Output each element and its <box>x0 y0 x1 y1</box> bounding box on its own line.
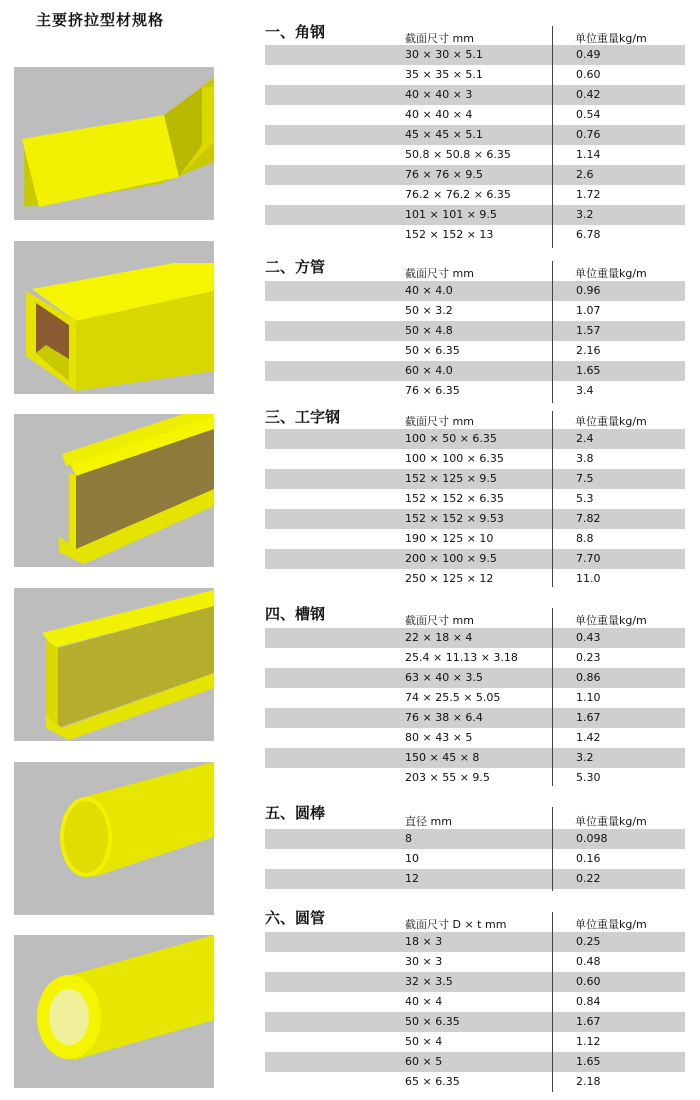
col-header-weight: 单位重量kg/m <box>575 267 647 280</box>
column-divider <box>552 912 553 1092</box>
cell-weight: 0.96 <box>576 284 601 297</box>
round-tube-profile-icon <box>14 935 214 1088</box>
cell-weight: 3.4 <box>576 384 594 397</box>
section-round-rod <box>265 805 685 893</box>
table-row <box>265 648 685 668</box>
cell-size: 76 × 6.35 <box>405 384 460 397</box>
table-row <box>265 1032 685 1052</box>
section-title: 三、工字钢 <box>265 408 341 426</box>
table-row <box>265 569 685 589</box>
cell-weight: 2.18 <box>576 1075 601 1088</box>
cell-weight: 0.86 <box>576 671 601 684</box>
cell-weight: 0.60 <box>576 68 601 81</box>
cell-size: 30 × 3 <box>405 955 443 968</box>
cell-weight: 8.8 <box>576 532 594 545</box>
cell-size: 50 × 4 <box>405 1035 443 1048</box>
round-rod-profile-icon <box>14 762 214 915</box>
cell-size: 25.4 × 11.13 × 3.18 <box>405 651 518 664</box>
cell-weight: 2.4 <box>576 432 594 445</box>
column-divider <box>552 608 553 786</box>
col-header-weight: 单位重量kg/m <box>575 415 647 428</box>
i-beam-profile-icon <box>14 414 214 567</box>
col-header-weight: 单位重量kg/m <box>575 918 647 931</box>
cell-size: 50 × 6.35 <box>405 1015 460 1028</box>
cell-weight: 11.0 <box>576 572 601 585</box>
cell-size: 45 × 45 × 5.1 <box>405 128 483 141</box>
section-angle-steel <box>265 24 685 250</box>
i-beam-profile-image <box>14 414 214 567</box>
section-title: 六、圆管 <box>265 909 326 927</box>
col-header-size: 直径 mm <box>405 815 452 828</box>
cell-weight: 0.098 <box>576 832 608 845</box>
section-title: 四、槽钢 <box>265 605 326 623</box>
section-round-tube <box>265 910 685 1094</box>
cell-weight: 7.82 <box>576 512 601 525</box>
cell-size: 50.8 × 50.8 × 6.35 <box>405 148 511 161</box>
cell-size: 50 × 3.2 <box>405 304 453 317</box>
cell-size: 32 × 3.5 <box>405 975 453 988</box>
table-row <box>265 449 685 469</box>
section-title: 五、圆棒 <box>265 804 326 822</box>
table-row <box>265 708 685 728</box>
cell-size: 50 × 4.8 <box>405 324 453 337</box>
cell-size: 76 × 76 × 9.5 <box>405 168 483 181</box>
cell-weight: 1.65 <box>576 364 601 377</box>
col-header-weight: 单位重量kg/m <box>575 815 647 828</box>
table-row <box>265 105 685 125</box>
cell-size: 150 × 45 × 8 <box>405 751 480 764</box>
cell-weight: 1.10 <box>576 691 601 704</box>
cell-weight: 3.2 <box>576 751 594 764</box>
cell-size: 60 × 5 <box>405 1055 443 1068</box>
table-row <box>265 281 685 301</box>
table-row <box>265 529 685 549</box>
cell-weight: 1.12 <box>576 1035 601 1048</box>
cell-weight: 1.67 <box>576 1015 601 1028</box>
cell-size: 152 × 125 × 9.5 <box>405 472 497 485</box>
angle-steel-profile-icon <box>14 67 214 220</box>
column-divider <box>552 261 553 403</box>
table-row <box>265 225 685 245</box>
cell-weight: 0.25 <box>576 935 601 948</box>
table-row <box>265 469 685 489</box>
col-header-size: 截面尺寸 D × t mm <box>405 918 507 931</box>
col-header-size: 截面尺寸 mm <box>405 32 474 45</box>
table-row <box>265 205 685 225</box>
cell-size: 76.2 × 76.2 × 6.35 <box>405 188 511 201</box>
cell-size: 203 × 55 × 9.5 <box>405 771 490 784</box>
cell-weight: 3.2 <box>576 208 594 221</box>
column-divider <box>552 807 553 891</box>
cell-weight: 7.5 <box>576 472 594 485</box>
cell-size: 30 × 30 × 5.1 <box>405 48 483 61</box>
table-row <box>265 1012 685 1032</box>
cell-weight: 7.70 <box>576 552 601 565</box>
table-row <box>265 1072 685 1092</box>
section-square-tube <box>265 259 685 405</box>
cell-size: 40 × 40 × 4 <box>405 108 473 121</box>
cell-weight: 1.67 <box>576 711 601 724</box>
table-row <box>265 728 685 748</box>
cell-weight: 0.43 <box>576 631 601 644</box>
cell-weight: 0.49 <box>576 48 601 61</box>
cell-size: 8 <box>405 832 412 845</box>
cell-weight: 0.22 <box>576 872 601 885</box>
section-title: 一、角钢 <box>265 23 326 41</box>
cell-size: 60 × 4.0 <box>405 364 453 377</box>
section-title: 二、方管 <box>265 258 326 276</box>
col-header-size: 截面尺寸 mm <box>405 415 474 428</box>
table-row <box>265 849 685 869</box>
table-row <box>265 489 685 509</box>
channel-steel-profile-icon <box>14 588 214 741</box>
table-row <box>265 829 685 849</box>
cell-size: 76 × 38 × 6.4 <box>405 711 483 724</box>
column-divider <box>552 411 553 587</box>
cell-size: 152 × 152 × 6.35 <box>405 492 504 505</box>
col-header-weight: 单位重量kg/m <box>575 32 647 45</box>
table-row <box>265 165 685 185</box>
col-header-weight: 单位重量kg/m <box>575 614 647 627</box>
channel-profile-image <box>14 588 214 741</box>
table-row <box>265 509 685 529</box>
cell-size: 18 × 3 <box>405 935 443 948</box>
table-row <box>265 992 685 1012</box>
table-row <box>265 381 685 401</box>
table-row <box>265 768 685 788</box>
cell-size: 40 × 4 <box>405 995 443 1008</box>
cell-weight: 1.57 <box>576 324 601 337</box>
table-row <box>265 301 685 321</box>
table-row <box>265 668 685 688</box>
cell-weight: 1.42 <box>576 731 601 744</box>
round-rod-profile-image <box>14 762 214 915</box>
table-row <box>265 549 685 569</box>
cell-weight: 2.16 <box>576 344 601 357</box>
cell-size: 101 × 101 × 9.5 <box>405 208 497 221</box>
cell-weight: 2.6 <box>576 168 594 181</box>
table-row <box>265 688 685 708</box>
round-tube-profile-image <box>14 935 214 1088</box>
square-tube-profile-image <box>14 241 214 394</box>
cell-size: 35 × 35 × 5.1 <box>405 68 483 81</box>
cell-size: 74 × 25.5 × 5.05 <box>405 691 501 704</box>
table-row <box>265 185 685 205</box>
cell-size: 200 × 100 × 9.5 <box>405 552 497 565</box>
cell-size: 80 × 43 × 5 <box>405 731 473 744</box>
section-channel-steel <box>265 606 685 788</box>
cell-weight: 0.48 <box>576 955 601 968</box>
table-row <box>265 748 685 768</box>
table-row <box>265 628 685 648</box>
angle-profile-image <box>14 67 214 220</box>
cell-weight: 5.30 <box>576 771 601 784</box>
cell-weight: 1.14 <box>576 148 601 161</box>
col-header-size: 截面尺寸 mm <box>405 614 474 627</box>
cell-weight: 5.3 <box>576 492 594 505</box>
cell-size: 22 × 18 × 4 <box>405 631 473 644</box>
table-row <box>265 952 685 972</box>
cell-size: 152 × 152 × 13 <box>405 228 494 241</box>
cell-weight: 0.76 <box>576 128 601 141</box>
table-row <box>265 869 685 889</box>
table-row <box>265 45 685 65</box>
table-row <box>265 429 685 449</box>
column-divider <box>552 26 553 248</box>
table-row <box>265 341 685 361</box>
col-header-size: 截面尺寸 mm <box>405 267 474 280</box>
cell-size: 40 × 4.0 <box>405 284 453 297</box>
cell-size: 63 × 40 × 3.5 <box>405 671 483 684</box>
cell-weight: 6.78 <box>576 228 601 241</box>
cell-weight: 0.84 <box>576 995 601 1008</box>
section-i-beam <box>265 409 685 589</box>
cell-size: 100 × 100 × 6.35 <box>405 452 504 465</box>
cell-weight: 0.23 <box>576 651 601 664</box>
cell-weight: 0.60 <box>576 975 601 988</box>
cell-size: 50 × 6.35 <box>405 344 460 357</box>
cell-size: 65 × 6.35 <box>405 1075 460 1088</box>
cell-weight: 0.54 <box>576 108 601 121</box>
table-row <box>265 932 685 952</box>
cell-weight: 1.65 <box>576 1055 601 1068</box>
cell-size: 100 × 50 × 6.35 <box>405 432 497 445</box>
table-row <box>265 361 685 381</box>
table-row <box>265 65 685 85</box>
cell-size: 40 × 40 × 3 <box>405 88 473 101</box>
cell-size: 12 <box>405 872 419 885</box>
table-row <box>265 145 685 165</box>
table-row <box>265 321 685 341</box>
cell-weight: 0.42 <box>576 88 601 101</box>
table-row <box>265 972 685 992</box>
square-tube-profile-icon <box>14 241 214 394</box>
cell-weight: 1.07 <box>576 304 601 317</box>
table-row <box>265 1052 685 1072</box>
cell-size: 190 × 125 × 10 <box>405 532 494 545</box>
page-title: 主要挤拉型材规格 <box>36 11 165 29</box>
cell-size: 152 × 152 × 9.53 <box>405 512 504 525</box>
cell-size: 10 <box>405 852 419 865</box>
table-row <box>265 125 685 145</box>
cell-weight: 0.16 <box>576 852 601 865</box>
table-row <box>265 85 685 105</box>
cell-weight: 3.8 <box>576 452 594 465</box>
cell-weight: 1.72 <box>576 188 601 201</box>
cell-size: 250 × 125 × 12 <box>405 572 494 585</box>
